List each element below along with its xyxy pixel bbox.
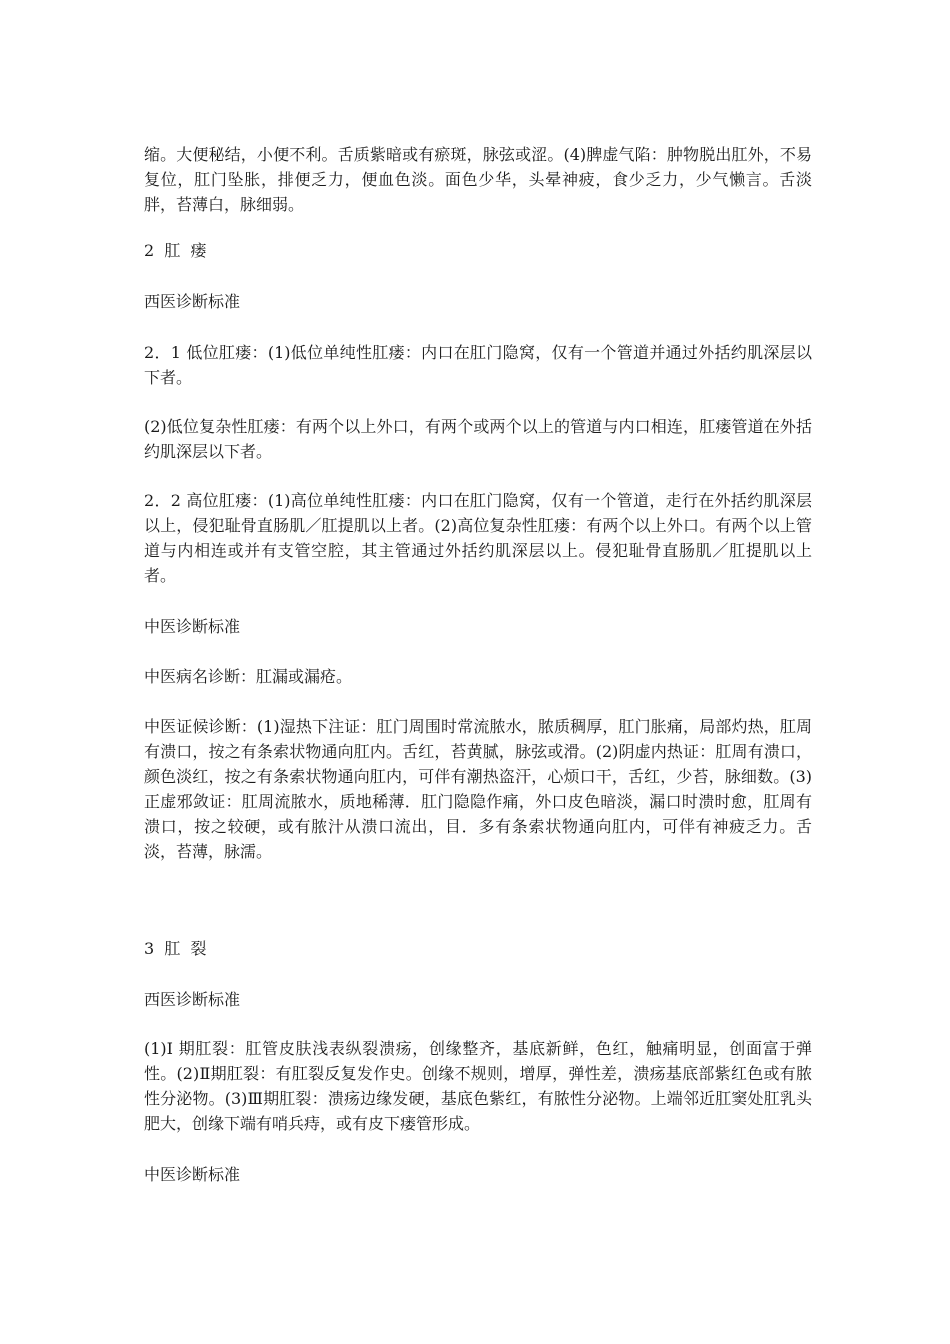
paragraph-high-fistula: 2．2 高位肛瘘：(1)高位单纯性肛瘘：内口在肛门隐窝，仅有一个管道，走行在外括约肌深层以上，侵犯耻骨直肠肌／肛提肌以上者。(2)高位复杂性肛瘘：有两个以上外口。有两个以上管道与内相连或并有支管空腔，其主管通过外括约肌深层以上。侵犯耻骨直肠肌／肛提肌以上者。: [144, 491, 812, 585]
subheading-western-criteria-fistula: 西医诊断标准: [144, 292, 241, 311]
paragraph-tcm-disease-name: 中医病名诊断：肛漏或漏疮。: [144, 667, 353, 686]
subheading-tcm-criteria-fissure: 中医诊断标准: [144, 1165, 241, 1184]
section-heading-anal-fistula: 2 肛 瘘: [144, 241, 207, 260]
paragraph-low-fistula: 2．1 低位肛瘘：(1)低位单纯性肛瘘：内口在肛门隐窝，仅有一个管道并通过外括约肌深层以下者。: [144, 343, 812, 387]
paragraph-hemorrhoid-syndromes-end: 缩。大便秘结，小便不利。舌质紫暗或有瘀斑，脉弦或涩。(4)脾虚气陷：肿物脱出肛外，不易复位，肛门坠胀，排便乏力，便血色淡。面色少华，头晕神疲，食少乏力，少气懒言。舌淡胖，苔薄白，脉细弱。: [144, 145, 812, 214]
section-heading-anal-fissure: 3 肛 裂: [144, 939, 207, 958]
subheading-western-criteria-fissure: 西医诊断标准: [144, 990, 241, 1009]
subheading-tcm-criteria-fistula: 中医诊断标准: [144, 617, 241, 636]
paragraph-tcm-syndrome-fistula: 中医证候诊断：(1)湿热下注证：肛门周围时常流脓水，脓质稠厚，肛门胀痛，局部灼热，肛周有溃口，按之有条索状物通向肛内。舌红，苔黄腻，脉弦或滑。(2)阴虚内热证：肛周有溃口，颜色淡红，按之有条索状物通向肛内，可伴有潮热盗汗，心烦口干，舌红，少苔，脉细数。(3)正虚邪敛证：肛周流脓水，质地稀薄．肛门隐隐作痛，外口皮色暗淡，漏口时溃时愈，肛周有溃口，按之较硬，或有脓汁从溃口流出，目．多有条索状物通向肛内，可伴有神疲乏力。舌淡，苔薄，脉濡。: [144, 717, 812, 861]
paragraph-fissure-stages: (1)I 期肛裂：肛管皮肤浅表纵裂溃疡，创缘整齐，基底新鲜，色红，触痛明显，创面富于弹性。(2)Ⅱ期肛裂：有肛裂反复发作史。创缘不规则，增厚，弹性差，溃疡基底部紫红色或有脓性分泌物。(3)Ⅲ期肛裂：溃疡边缘发硬，基底色紫红，有脓性分泌物。上端邻近肛窦处肛乳头肥大，创缘下端有哨兵痔，或有皮下瘘管形成。: [144, 1039, 812, 1133]
paragraph-low-complex-fistula: (2)低位复杂性肛瘘：有两个以上外口，有两个或两个以上的管道与内口相连，肛瘘管道在外括约肌深层以下者。: [144, 417, 812, 461]
